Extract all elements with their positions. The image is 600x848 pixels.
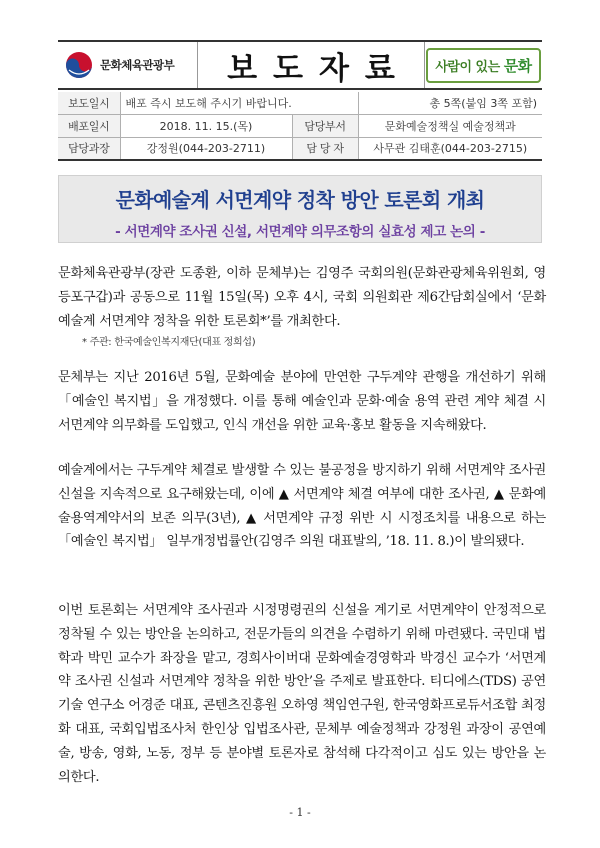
release-time-label: 보도일시 [58,92,120,115]
headline-box [58,175,542,243]
press-header [58,40,542,90]
department-value: 문화예술정책실 예술정책과 [358,115,542,138]
ministry-name: 문화체육관광부 [100,58,175,72]
department-label: 담당부서 [292,115,358,138]
table-row [58,137,542,160]
slogan-prefix: 사람이 있는 [435,59,500,75]
press-release-title: 보도자료 [227,50,411,87]
paragraph-intro: 문화체육관광부(장관 도종환, 이하 문체부)는 김영주 국회의원(문화관광체육위원회, 영등포구갑)과 공동으로 11월 15일(목) 오후 4시, 국회 의원회관 제6간담회실에서 ‘문화예술계 서면계약 정착을 위한 토론회*’를 개최한다. [58,266,546,329]
paragraph-bill: 예술계에서는 구두계약 체결로 발생할 수 있는 불공정을 방지하기 위해 서면계약 조사권 신설을 지속적으로 요구해왔는데, 이에 ▲ 서면계약 체결 여부에 대한 조사권, ▲ 문화예술용역계약서의 보존 의무(3년), ▲ 서면계약 규정 위반 시 시정조치를 내용으로 하는 「예술인 복지법」 일부개정법률안(김영주 의원 대표발의, ’18. 11. 8.)이 발의됐다. [58,463,546,550]
distribution-time-label: 배포일시 [58,115,120,138]
table-row [58,92,542,115]
paragraph-background: 문체부는 지난 2016년 5월, 문화예술 분야에 만연한 구두계약 관행을 개선하기 위해 「예술인 복지법」을 개정했다. 이를 통해 예술인과 문화·예술 용역 관련 계약 체결 시 서면계약 의무화를 도입했고, 인식 개선을 위한 교육·홍보 활동을 지속해왔다. [58,370,546,433]
distribution-date: 2018. 11. 15.(목) [120,115,292,138]
headline-title: 문화예술계 서면계약 정착 방안 토론회 개최 [115,188,485,212]
ministry-logo [58,42,198,88]
table-row [58,115,542,138]
page-number: - 1 - [289,806,311,819]
taegeuk-emblem-icon [64,50,94,80]
contact-person-value: 사무관 김태훈(044-203-2715) [358,137,542,160]
headline-subtitle: - 서면계약 조사권 신설, 서면계약 의무조항의 실효성 제고 논의 - [115,224,485,240]
director-label: 담당과장 [58,137,120,160]
slogan-logo [426,48,540,83]
release-time-value: 배포 즉시 보도해 주시기 바랍니다. [120,92,358,115]
page-count: 총 5쪽(붙임 3쪽 포함) [358,92,542,115]
release-info-table [58,92,542,161]
contact-person-label: 담 당 자 [292,137,358,160]
slogan-main: 문화 [503,56,532,75]
paragraph-forum: 이번 토론회는 서면계약 조사권과 시정명령권의 신설을 계기로 서면계약이 안정적으로 정착될 수 있는 방안을 논의하고, 전문가들의 의견을 수렴하기 위해 마련됐다. 국민대 법학과 박민 교수가 좌장을 맡고, 경희사이버대 문화예술경영학과 박경신 교수가 ‘서면계약 조사권 신설과 서면계약 정착을 위한 방안’을 주제로 발표한다. 티디에스(TDS) 공연기술 연구소 어경준 대표, 콘텐츠진흥원 오하영 책임연구원, 한국영화프로듀서조합 최정화 대표, 국회입법조사처 한인상 입법조사관, 문체부 예술정책과 강정원 과장이 공연예술, 방송, 영화, 노동, 정부 등 분야별 토론자로 참석해 다각적이고 심도 있는 방안을 논의한다. [58,603,546,785]
director-contact: 강정원(044-203-2711) [120,137,292,160]
footnote-organizer: * 주관: 한국예술인복지재단(대표 정희섭) [82,337,256,348]
